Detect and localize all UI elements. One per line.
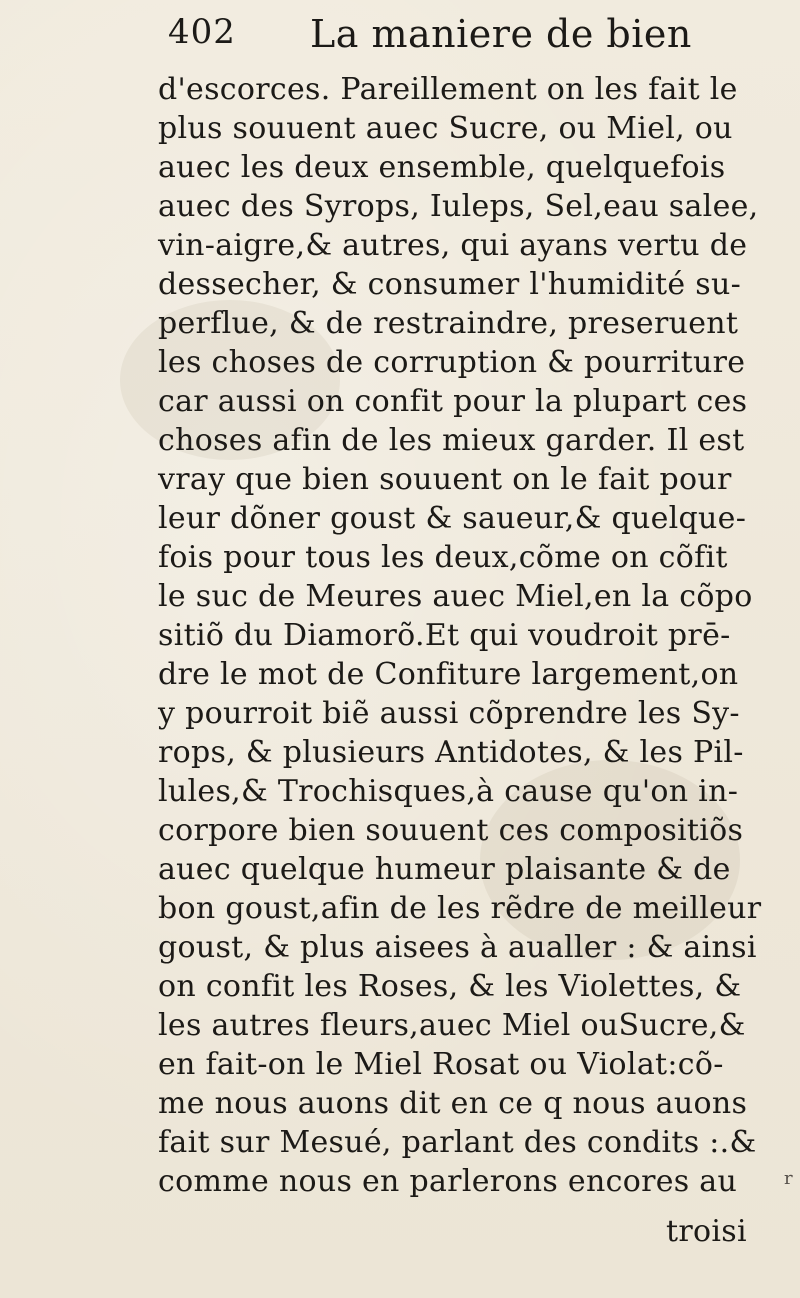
text-line: perflue, & de restraindre, preseruent [158,306,739,341]
running-title: La maniere de bien [310,12,692,56]
text-line: auec des Syrops, Iuleps, Sel,eau salee, [158,189,759,224]
text-line: le suc de Meures auec Miel,en la cõpo [158,579,753,614]
text-line: lules,& Trochisques,à cause qu'on in- [158,774,739,809]
text-line: rops, & plusieurs Antidotes, & les Pil- [158,735,744,770]
text-line: plus souuent auec Sucre, ou Miel, ou [158,111,733,146]
text-line: comme nous en parlerons encores au [158,1164,738,1199]
text-line: on confit les Roses, & les Violettes, & [158,969,742,1004]
text-line: auec quelque humeur plaisante & de [158,852,731,887]
catchword: troisi [666,1214,747,1249]
text-line: fait sur Mesué, parlant des condits :.& [158,1125,757,1160]
text-line: les choses de corruption & pourriture [158,345,746,380]
text-line: en fait-on le Miel Rosat ou Violat:cõ- [158,1047,724,1082]
text-line: me nous auons dit en ce q nous auons [158,1086,748,1121]
text-line: bon goust,afin de les rẽdre de meilleur [158,891,762,926]
text-line: goust, & plus aisees à aualler : & ainsi [158,930,757,965]
text-line: corpore bien souuent ces compositiõs [158,813,744,848]
text-line: d'escorces. Pareillement on les fait le [158,72,738,107]
margin-mark: r [784,1168,793,1189]
text-line: auec les deux ensemble, quelquefois [158,150,726,185]
text-line: sitiõ du Diamorõ.Et qui voudroit prē- [158,618,731,653]
text-line: vray que bien souuent on le fait pour [158,462,732,497]
text-line: y pourroit biẽ aussi cõprendre les Sy- [158,696,740,731]
text-line: vin-aigre,& autres, qui ayans vertu de [158,228,748,263]
page-number: 402 [168,12,236,52]
text-line: dre le mot de Confiture largement,on [158,657,739,692]
text-line: car aussi on confit pour la plupart ces [158,384,748,419]
text-line: dessecher, & consumer l'humidité su- [158,267,742,302]
page-header [168,12,728,58]
text-line: fois pour tous les deux,cõme on cõfit [158,540,728,575]
text-line: les autres fleurs,auec Miel ouSucre,& [158,1008,746,1043]
text-line: leur dõner goust & saueur,& quelque- [158,501,747,536]
text-line: choses afin de les mieux garder. Il est [158,423,745,458]
